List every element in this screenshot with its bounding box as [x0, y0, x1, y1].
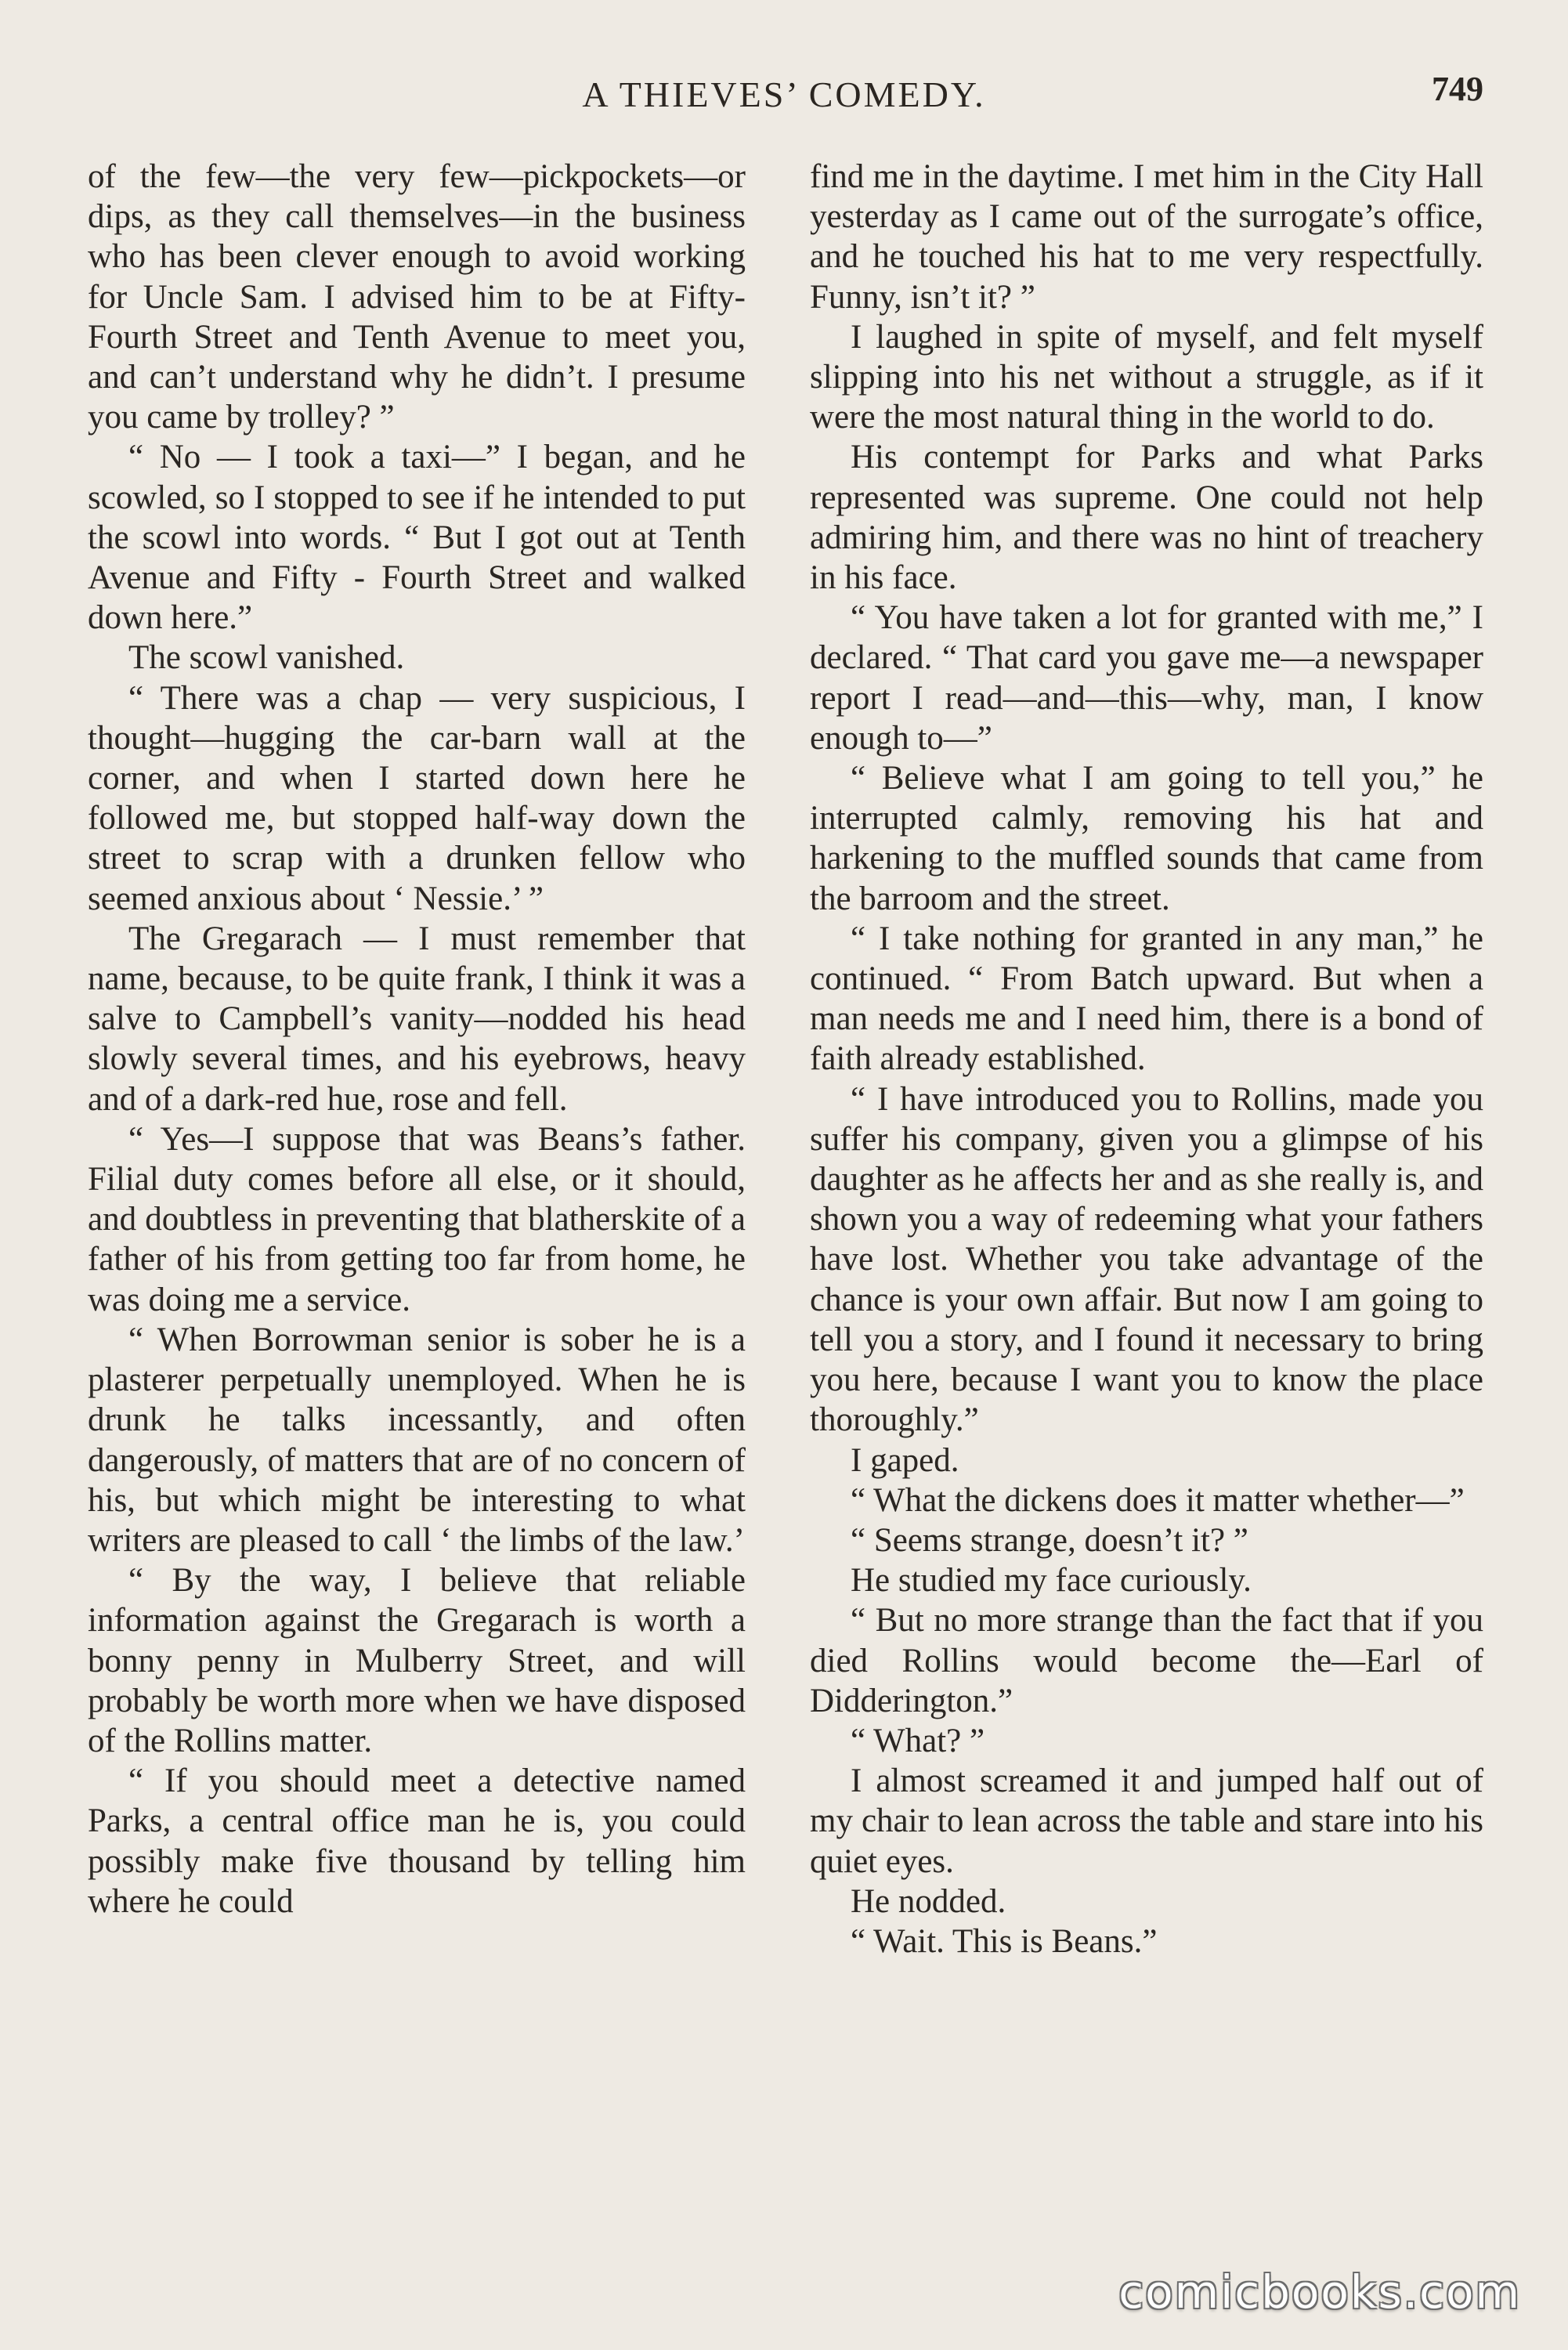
paragraph: “ No — I took a taxi—” I began, and he scowled, so I stopped to see if he intended to put the scowl into words. “ But I got out at Tenth Avenue and Fifty - Fourth Street and walked down here.”: [88, 439, 746, 637]
paragraph: “ I have introduced you to Rollins, made you suffer his company, given you a glimpse of his daughter as he affects her and as she really is, and shown you a way of redeeming what your fathers have lost. Whether you take advantage of the chance is your own affair. But now I am going to tell you a story, and I found it necessary to bring you here, because I want you to know the place thoroughly.”: [810, 1080, 1483, 1439]
paragraph: find me in the daytime. I met him in the City Hall yesterday as I came out of the surrogate’s office, and he touched his hat to me very respectfully. Funny, isn’t it? ”: [810, 158, 1483, 316]
paragraph: He nodded.: [851, 1882, 1006, 1920]
paragraph: of the few—the very few—pickpockets—or dips, as they call themselves—in the business who has been clever enough to avoid working for Uncle Sam. I advised him to be at Fifty-Fourth Street and Tenth Avenue to meet you, and can’t understand why he didn’t. I presume you came by trolley? ”: [88, 158, 746, 436]
page-number: 749: [1432, 70, 1483, 108]
watermark-logo: comicbooks.com: [1118, 2265, 1521, 2319]
paragraph: “ Yes—I suppose that was Beans’s father. Filial duty comes before all else, or it should, and doubtless in preventing that blatherskite of a father of his from getting too far from home, he was doing me a service.: [88, 1120, 746, 1318]
paragraph: The Gregarach — I must remember that name, because, to be quite frank, I think it was a salve to Campbell’s vanity—nodded his head slowly several times, and his eyebrows, heavy and of a dark-red hue, rose and fell.: [88, 920, 746, 1118]
paragraph: “ When Borrowman senior is sober he is a plasterer perpetually unemployed. When he is drunk he talks incessantly, and often dangerously, of matters that are of no concern of his, but which might be interesting to what writers are pleased to call ‘ the limbs of the law.’: [88, 1321, 746, 1559]
paragraph: His contempt for Parks and what Parks represented was supreme. One could not help admiring him, and there was no hint of treachery in his face.: [810, 439, 1483, 597]
paragraph: The scowl vanished.: [128, 639, 405, 677]
paragraph: “ Seems strange, doesn’t it? ”: [851, 1521, 1248, 1559]
running-title: A THIEVES’ COMEDY.: [582, 74, 986, 114]
paragraph: “ What? ”: [851, 1722, 985, 1759]
paragraph: “ By the way, I believe that reliable information against the Gregarach is worth a bonny penny in Mulberry Street, and will probably be worth more when we have disposed of the Rollins matter.: [88, 1562, 746, 1759]
paragraph: I gaped.: [851, 1441, 959, 1479]
paragraph: “ I take nothing for granted in any man,” he continued. “ From Batch upward. But when a man needs me and I need him, there is a bond of faith already established.: [810, 920, 1483, 1078]
paragraph: “ Believe what I am going to tell you,” he interrupted calmly, removing his hat and harkening to the muffled sounds that came from the barroom and the street.: [810, 760, 1483, 917]
paragraph: “ If you should meet a detective named Parks, a central office man he is, you could possibly make five thousand by telling him where he could: [88, 1762, 746, 1920]
paragraph: “ What the dickens does it matter whether—”: [851, 1481, 1465, 1519]
paragraph: “ But no more strange than the fact that if you died Rollins would become the—Earl of Didderington.”: [810, 1602, 1483, 1719]
paragraph: “ You have taken a lot for granted with me,” I declared. “ That card you gave me—a newspaper report I read—and—this—why, man, I know enough to—”: [810, 599, 1483, 757]
paragraph: I almost screamed it and jumped half out of my chair to lean across the table and stare into his quiet eyes.: [810, 1762, 1483, 1880]
paragraph: I laughed in spite of myself, and felt myself slipping into his net without a struggle, as if it were the most natural thing in the world to do.: [810, 318, 1483, 436]
paragraph: “ There was a chap — very suspicious, I thought—hugging the car-barn wall at the corner, and when I started down here he followed me, but stopped half-way down the street to scrap with a drunken fellow who seemed anxious about ‘ Nessie.’ ”: [88, 679, 746, 917]
paragraph: He studied my face curiously.: [851, 1562, 1252, 1600]
left-text-column: [88, 157, 746, 1922]
paragraph: “ Wait. This is Beans.”: [851, 1922, 1158, 1960]
right-text-column: [810, 157, 1483, 1961]
